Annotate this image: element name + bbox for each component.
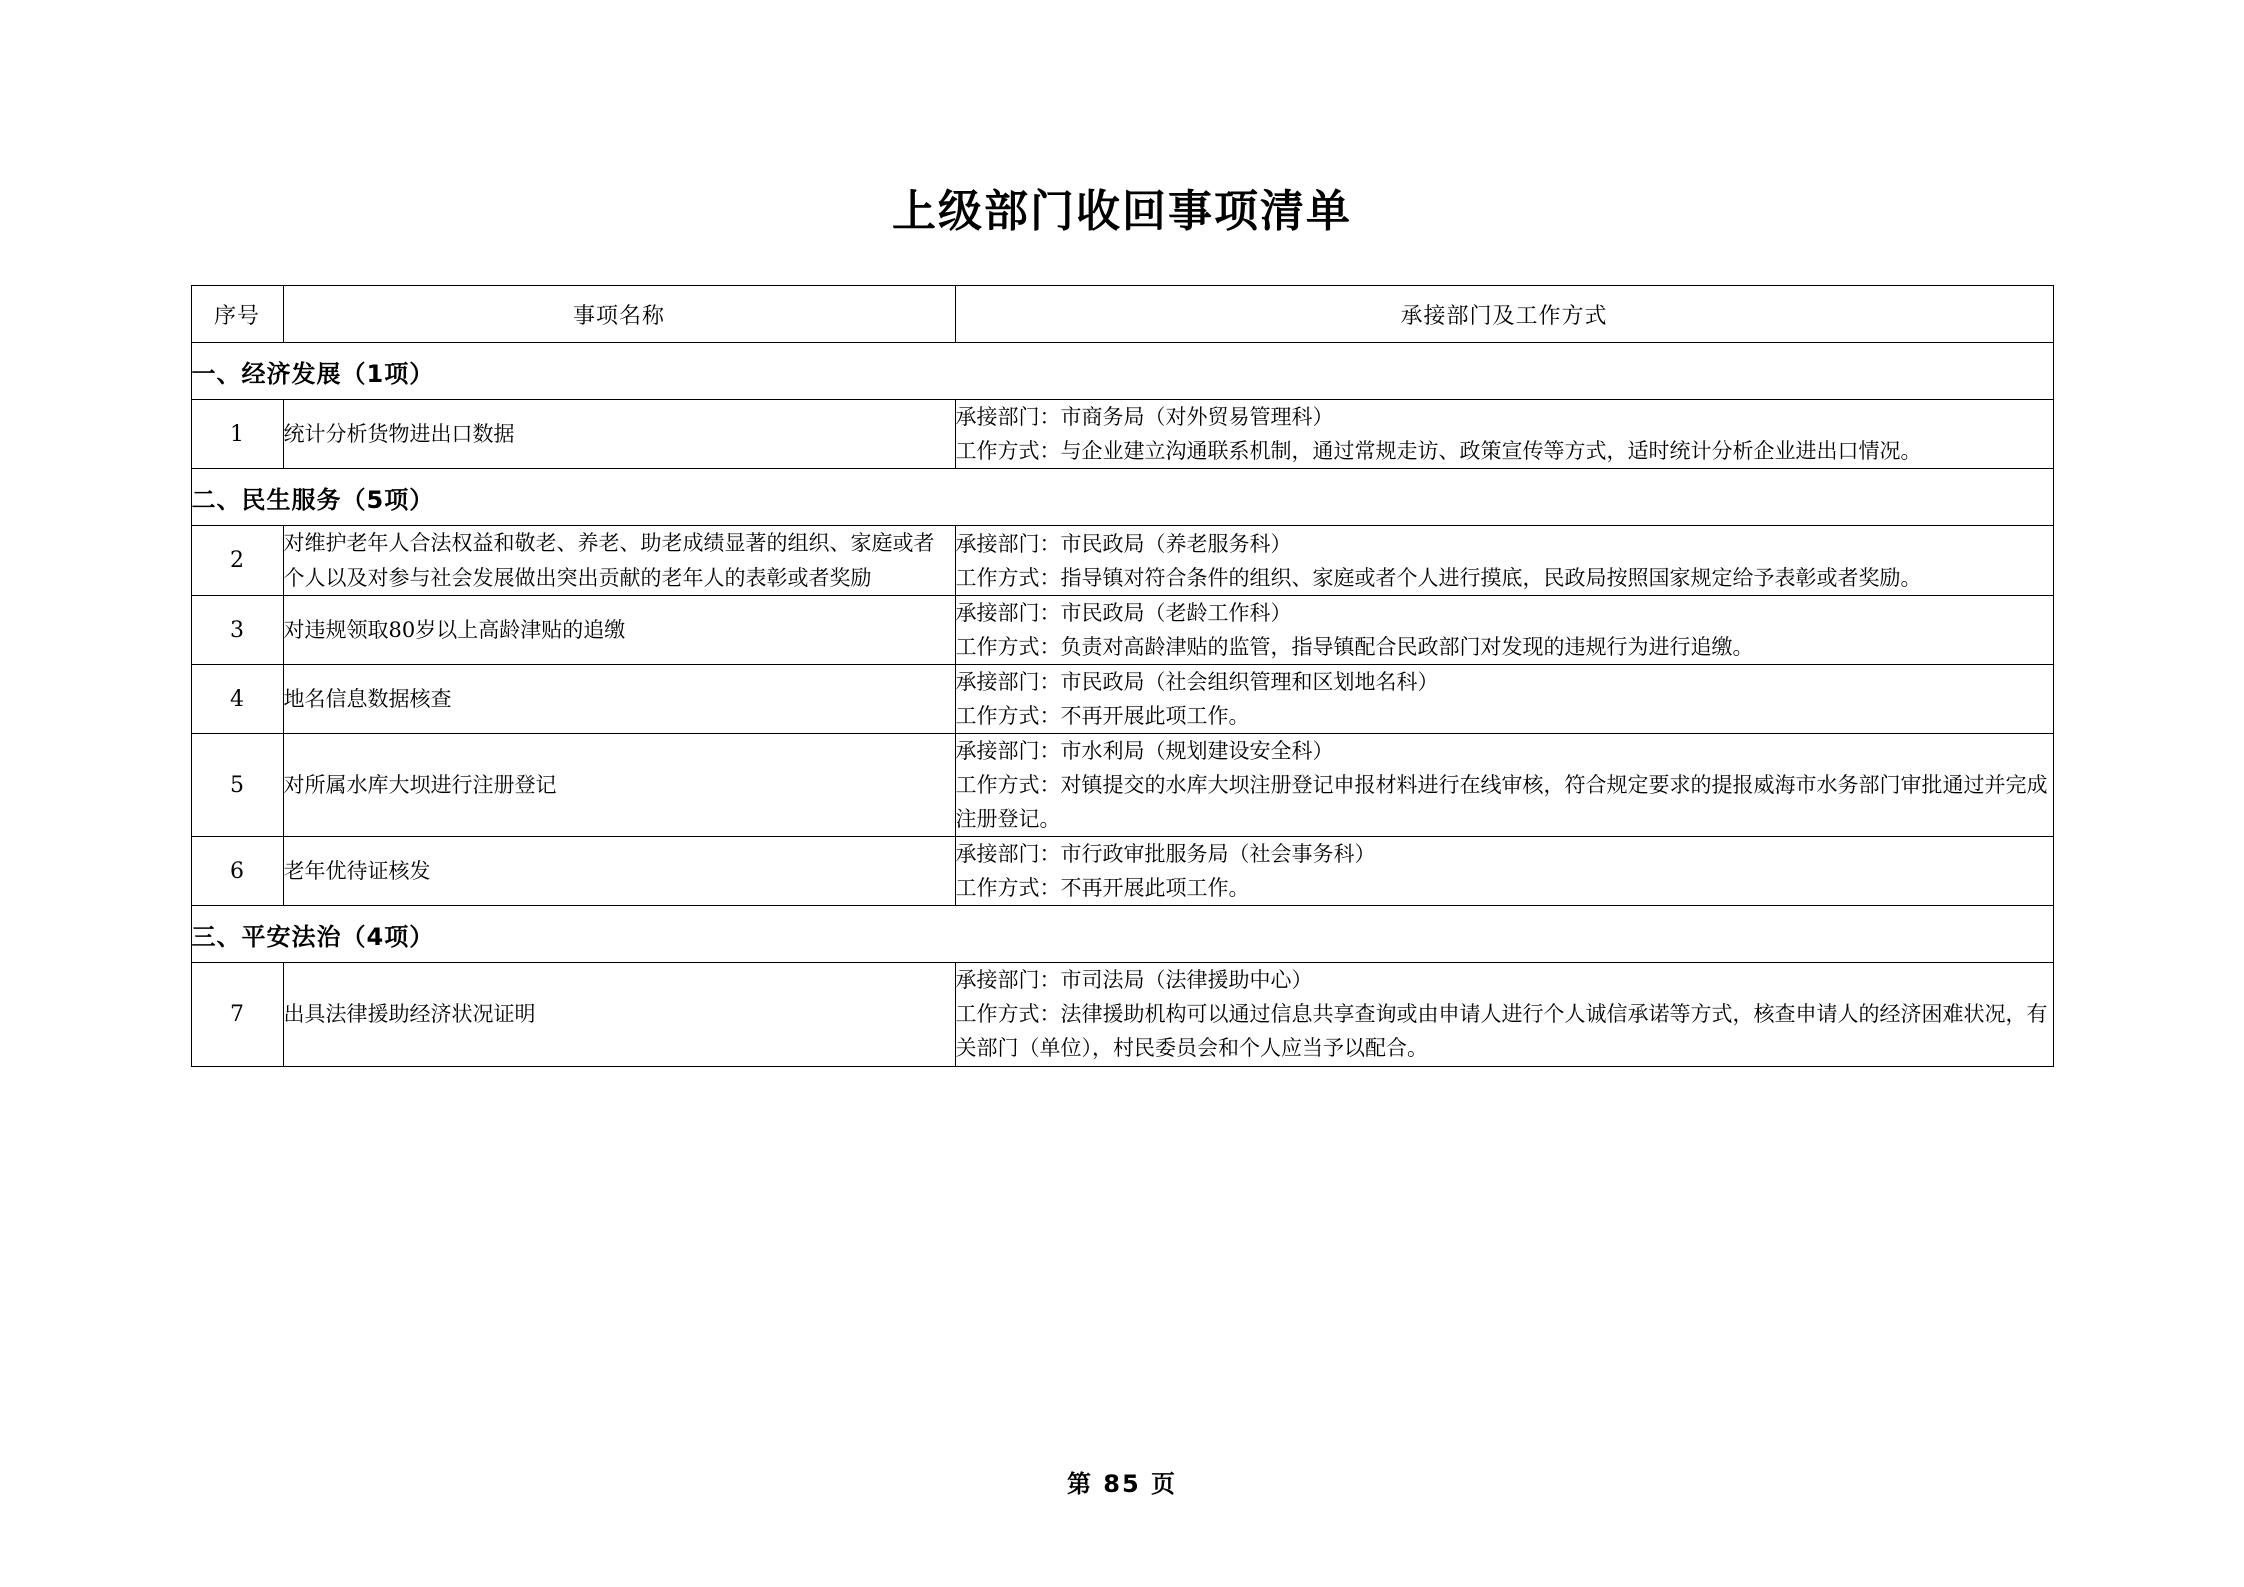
- row-number: 5: [191, 734, 283, 837]
- method-line: 工作方式：不再开展此项工作。: [955, 704, 1250, 729]
- section-heading: 一、经济发展（1项）: [191, 343, 2053, 400]
- row-dept-method: [955, 734, 2053, 837]
- dept-line: 承接部门：市商务局（对外贸易管理科）: [955, 405, 1334, 429]
- column-header-dept: 承接部门及工作方式: [955, 286, 2053, 343]
- row-item-name: 对维护老年人合法权益和敬老、养老、助老成绩显著的组织、家庭或者个人以及对参与社会发展做出突出贡献的老年人的表彰或者奖励: [283, 526, 955, 596]
- table-row: [191, 734, 2053, 837]
- row-item-name: 出具法律援助经济状况证明: [283, 963, 955, 1066]
- dept-line: 承接部门：市民政局（老龄工作科）: [955, 601, 1292, 626]
- method-line: 工作方式：与企业建立沟通联系机制，通过常规走访、政策宣传等方式，适时统计分析企业进出口情况。: [955, 439, 1922, 464]
- row-item-name: 对违规领取80岁以上高龄津贴的追缴: [283, 596, 955, 665]
- row-dept-method: [955, 400, 2053, 469]
- table-row: [191, 963, 2053, 1066]
- section-heading-row: [191, 469, 2053, 526]
- page-footer: 第 85 页: [1066, 1470, 1178, 1498]
- dept-line: 承接部门：市行政审批服务局（社会事务科）: [955, 842, 1376, 867]
- page-title: 上级部门收回事项清单: [892, 186, 1352, 237]
- table-row: [191, 400, 2053, 469]
- row-item-name: 统计分析货物进出口数据: [283, 400, 955, 469]
- table-row: [191, 526, 2053, 596]
- row-number: 6: [191, 837, 283, 906]
- recalled-items-table: [191, 285, 2054, 1067]
- section-heading-row: [191, 343, 2053, 400]
- dept-line: 承接部门：市民政局（社会组织管理和区划地名科）: [955, 670, 1439, 695]
- row-item-name: 地名信息数据核查: [283, 665, 955, 734]
- section-heading: 二、民生服务（5项）: [191, 469, 2053, 526]
- section-heading-row: [191, 906, 2053, 963]
- table-row: [191, 837, 2053, 906]
- row-item-name: 对所属水库大坝进行注册登记: [283, 734, 955, 837]
- row-dept-method: [955, 596, 2053, 665]
- row-number: 7: [191, 963, 283, 1066]
- dept-line: 承接部门：市民政局（养老服务科）: [955, 531, 1292, 556]
- row-number: 4: [191, 665, 283, 734]
- table-header-row: [191, 286, 2053, 343]
- method-line: 工作方式：负责对高龄津贴的监管，指导镇配合民政部门对发现的违规行为进行追缴。: [955, 635, 1754, 660]
- row-number: 1: [191, 400, 283, 469]
- method-line: 工作方式：指导镇对符合条件的组织、家庭或者个人进行摸底，民政局按照国家规定给予表彰或者奖励。: [955, 565, 1922, 590]
- row-dept-method: [955, 963, 2053, 1066]
- method-line: 工作方式：不再开展此项工作。: [955, 876, 1250, 901]
- column-header-name: 事项名称: [283, 286, 955, 343]
- column-header-no: 序号: [191, 286, 283, 343]
- table-row: [191, 596, 2053, 665]
- row-dept-method: [955, 526, 2053, 596]
- method-line: 工作方式：对镇提交的水库大坝注册登记申报材料进行在线审核，符合规定要求的提报威海市水务部门审批通过并完成注册登记。: [955, 773, 2048, 832]
- dept-line: 承接部门：市司法局（法律援助中心）: [955, 968, 1313, 993]
- row-item-name: 老年优待证核发: [283, 837, 955, 906]
- row-dept-method: [955, 665, 2053, 734]
- table-row: [191, 665, 2053, 734]
- row-number: 3: [191, 596, 283, 665]
- dept-line: 承接部门：市水利局（规划建设安全科）: [955, 739, 1334, 764]
- row-number: 2: [191, 526, 283, 596]
- row-dept-method: [955, 837, 2053, 906]
- section-heading: 三、平安法治（4项）: [191, 906, 2053, 963]
- method-line: 工作方式：法律援助机构可以通过信息共享查询或由申请人进行个人诚信承诺等方式，核查申请人的经济困难状况，有关部门（单位），村民委员会和个人应当予以配合。: [955, 1002, 2048, 1061]
